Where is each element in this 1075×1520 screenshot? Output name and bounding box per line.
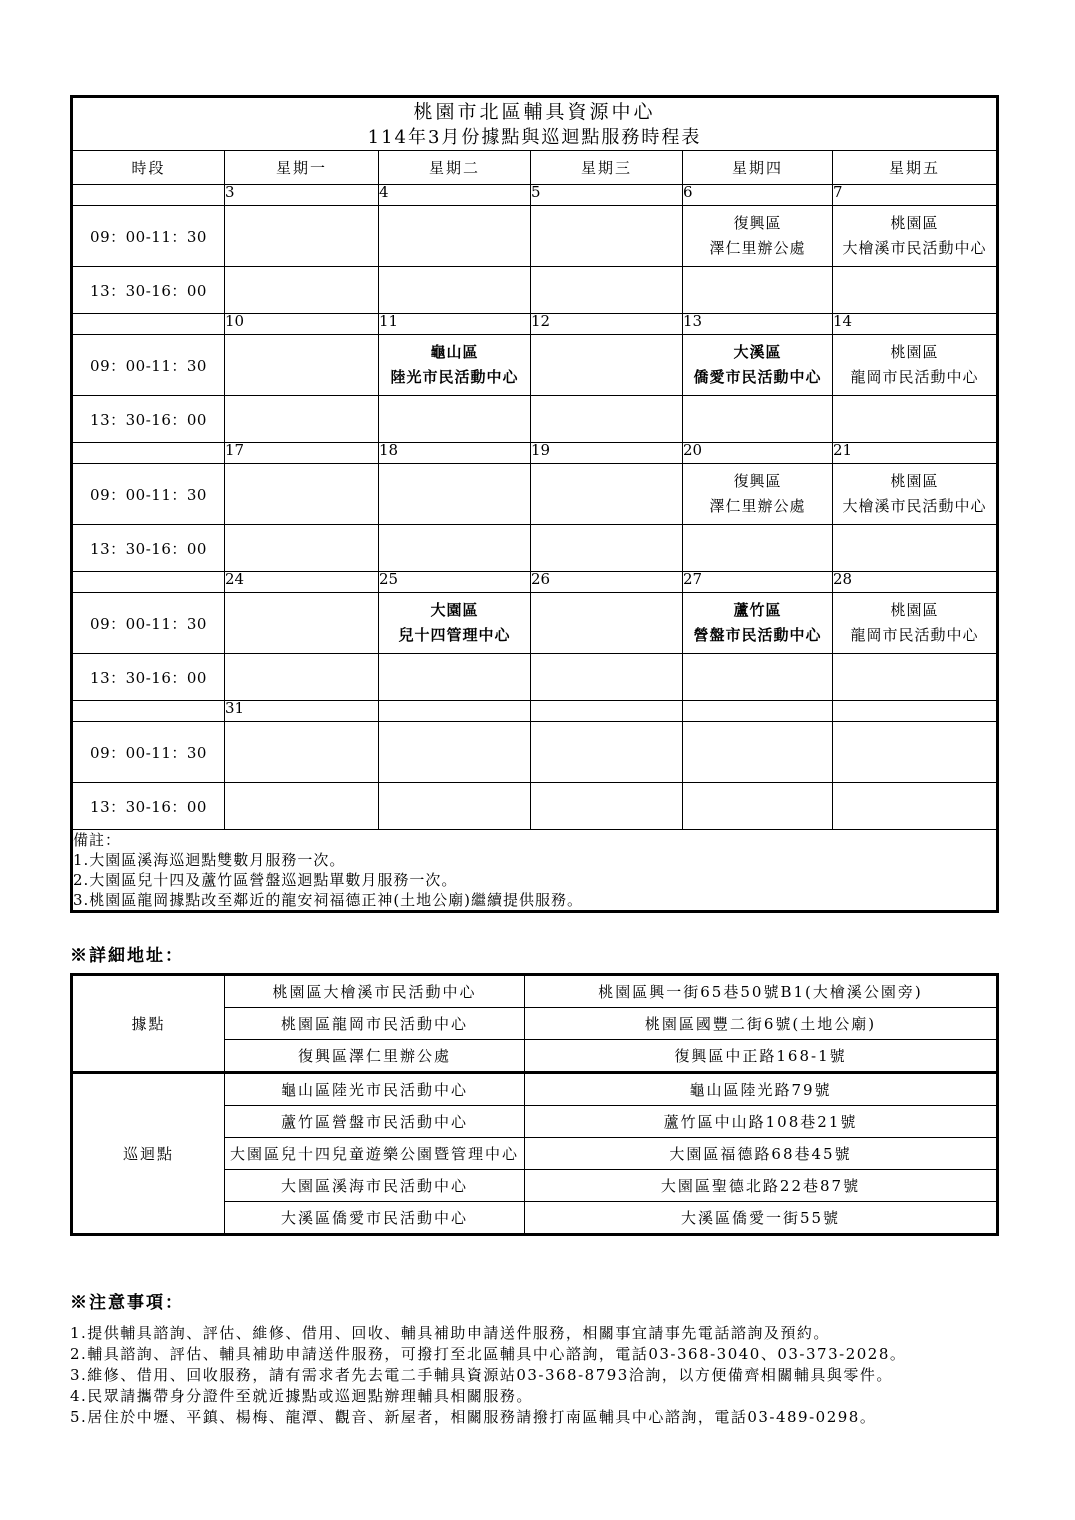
event-line: 復興區 [733,214,782,232]
afternoon-row [72,267,998,314]
event-line: 澤仁里辦公處 [709,239,806,257]
site-name: 復興區澤仁里辦公處 [225,1040,525,1073]
date-cell: 4 [379,185,531,206]
notice-item: 5.居住於中壢、平鎮、楊梅、龍潭、觀音、新屋者，相關服務請撥打南區輔具中心諮詢，電話03-489-0298。 [70,1408,877,1426]
time-slot-label: 09：00-11：30 [72,206,225,267]
event-cell [379,593,531,654]
address-section-label: ※詳細地址： [70,946,184,966]
afternoon-row [72,654,998,701]
site-name: 大園區溪海市民活動中心 [225,1170,525,1202]
empty-cell [379,396,531,443]
date-cell: 17 [225,443,379,464]
site-address: 桃園區興一街65巷50號B1(大檜溪公園旁) [525,975,998,1008]
event-cell [683,206,833,267]
col-header-day: 星期五 [833,151,998,185]
empty-cell [531,464,683,525]
date-cell: 6 [683,185,833,206]
event-line: 桃園區 [890,343,939,361]
remark-item: 1.大園區溪海巡迴點雙數月服務一次。 [73,851,346,869]
event-line: 大檜溪市民活動中心 [842,497,987,515]
event-line: 龜山區 [430,343,479,361]
empty-cell [833,396,998,443]
site-address: 龜山區陸光路79號 [525,1073,998,1106]
date-cell: 20 [683,443,833,464]
afternoon-row [72,396,998,443]
event-line: 復興區 [733,472,782,490]
empty-cell [683,525,833,572]
date-row [72,314,998,335]
empty-cell [379,654,531,701]
time-slot-label: 13：30-16：00 [72,396,225,443]
title-row [72,97,998,151]
empty-cell [531,267,683,314]
notice-item: 1.提供輔具諮詢、評估、維修、借用、回收、輔具補助申請送件服務，相關事宜請事先電話諮詢及預約。 [70,1324,830,1342]
remarks-cell [72,830,998,912]
notice-item: 3.維修、借用、回收服務，請有需求者先去電二手輔具資源站03-368-8793洽詢，以方便備齊相關輔具與零件。 [70,1366,893,1384]
site-name: 桃園區大檜溪市民活動中心 [225,975,525,1008]
event-cell [379,335,531,396]
time-slot-label: 09：00-11：30 [72,464,225,525]
site-name: 大溪區僑愛市民活動中心 [225,1202,525,1235]
empty-cell [531,206,683,267]
empty-cell [225,396,379,443]
event-cell [833,206,998,267]
event-cell [833,335,998,396]
empty-cell [225,722,379,783]
empty-cell [225,335,379,396]
empty-cell [531,593,683,654]
date-row-time-cell [72,443,225,464]
empty-cell [833,525,998,572]
morning-row [72,464,998,525]
site-address: 大溪區僑愛一街55號 [525,1202,998,1235]
empty-cell [683,267,833,314]
address-group-label: 據點 [72,975,225,1073]
morning-row [72,206,998,267]
col-header-day: 星期一 [225,151,379,185]
event-line: 陸光市民活動中心 [390,368,519,386]
date-cell: 11 [379,314,531,335]
morning-row [72,593,998,654]
empty-cell [379,267,531,314]
date-row-time-cell [72,185,225,206]
empty-cell [379,206,531,267]
date-cell: 3 [225,185,379,206]
empty-cell [683,722,833,783]
event-cell [833,593,998,654]
empty-cell [683,783,833,830]
empty-cell [833,267,998,314]
date-row [72,572,998,593]
empty-cell [531,654,683,701]
empty-cell [683,654,833,701]
event-line: 澤仁里辦公處 [709,497,806,515]
site-name: 桃園區龍岡市民活動中心 [225,1008,525,1040]
date-cell [531,701,683,722]
empty-cell [833,783,998,830]
date-row [72,443,998,464]
empty-cell [225,783,379,830]
address-group-label: 巡迴點 [72,1073,225,1235]
event-line: 龍岡市民活動中心 [850,368,979,386]
empty-cell [379,783,531,830]
event-line: 營盤市民活動中心 [693,626,822,644]
col-header-day: 星期二 [379,151,531,185]
event-line: 龍岡市民活動中心 [850,626,979,644]
col-header-day: 星期三 [531,151,683,185]
date-cell: 19 [531,443,683,464]
date-cell: 24 [225,572,379,593]
date-cell [833,701,998,722]
date-cell: 7 [833,185,998,206]
empty-cell [531,396,683,443]
event-line: 桃園區 [890,214,939,232]
col-header-time: 時段 [72,151,225,185]
notice-item: 2.輔具諮詢、評估、輔具補助申請送件服務，可撥打至北區輔具中心諮詢，電話03-368-3040、03-373-2028。 [70,1345,907,1363]
morning-row [72,722,998,783]
time-slot-label: 13：30-16：00 [72,267,225,314]
event-line: 桃園區 [890,472,939,490]
afternoon-row [72,525,998,572]
empty-cell [531,783,683,830]
date-row-time-cell [72,314,225,335]
time-slot-label: 09：00-11：30 [72,593,225,654]
date-row-time-cell [72,701,225,722]
site-name: 大園區兒十四兒童遊樂公園暨管理中心 [225,1138,525,1170]
empty-cell [683,396,833,443]
notice-item: 4.民眾請攜帶身分證件至就近據點或巡迴點辦理輔具相關服務。 [70,1387,533,1405]
empty-cell [225,267,379,314]
date-cell: 13 [683,314,833,335]
remark-item: 3.桃園區龍岡據點改至鄰近的龍安祠福德正神(土地公廟)繼續提供服務。 [73,891,584,909]
event-line: 大園區 [430,601,479,619]
date-row-time-cell [72,572,225,593]
col-header-day: 星期四 [683,151,833,185]
event-line: 大溪區 [733,343,782,361]
remark-item: 2.大園區兒十四及蘆竹區營盤巡迴點單數月服務一次。 [73,871,458,889]
empty-cell [225,206,379,267]
weekday-header-row [72,151,998,185]
event-line: 僑愛市民活動中心 [693,368,822,386]
date-row [72,185,998,206]
address-row [72,975,998,1008]
page-subtitle: 114年3月份據點與巡迴點服務時程表 [367,126,702,148]
empty-cell [379,722,531,783]
empty-cell [225,464,379,525]
afternoon-row [72,783,998,830]
date-cell: 26 [531,572,683,593]
event-cell [683,335,833,396]
empty-cell [379,525,531,572]
morning-row [72,335,998,396]
time-slot-label: 09：00-11：30 [72,335,225,396]
empty-cell [531,722,683,783]
schedule-table [70,95,999,913]
date-cell: 18 [379,443,531,464]
empty-cell [225,654,379,701]
remarks-row [72,830,998,912]
empty-cell [833,722,998,783]
address-table [70,973,999,1236]
date-cell [683,701,833,722]
empty-cell [833,654,998,701]
site-address: 大園區福德路68巷45號 [525,1138,998,1170]
time-slot-label: 13：30-16：00 [72,525,225,572]
event-line: 蘆竹區 [733,601,782,619]
site-address: 蘆竹區中山路108巷21號 [525,1106,998,1138]
title-cell [72,97,998,151]
page-title: 桃園市北區輔具資源中心 [413,100,656,123]
site-name: 龜山區陸光市民活動中心 [225,1073,525,1106]
notice-section-label: ※注意事項： [70,1293,184,1313]
date-cell: 12 [531,314,683,335]
address-row [72,1073,998,1106]
date-row [72,701,998,722]
date-cell: 5 [531,185,683,206]
event-cell [683,593,833,654]
date-cell: 21 [833,443,998,464]
remarks-label: 備註： [73,831,122,849]
site-address: 復興區中正路168-1號 [525,1040,998,1073]
empty-cell [379,464,531,525]
date-cell: 14 [833,314,998,335]
site-address: 桃園區國豐二街6號(土地公廟) [525,1008,998,1040]
notice-list [70,1323,996,1428]
date-cell: 28 [833,572,998,593]
empty-cell [225,593,379,654]
event-cell [683,464,833,525]
time-slot-label: 09：00-11：30 [72,722,225,783]
site-name: 蘆竹區營盤市民活動中心 [225,1106,525,1138]
event-line: 兒十四管理中心 [398,626,511,644]
event-line: 桃園區 [890,601,939,619]
site-address: 大園區聖德北路22巷87號 [525,1170,998,1202]
empty-cell [225,525,379,572]
event-line: 大檜溪市民活動中心 [842,239,987,257]
empty-cell [531,335,683,396]
event-cell [833,464,998,525]
empty-cell [531,525,683,572]
date-cell: 10 [225,314,379,335]
date-cell [379,701,531,722]
time-slot-label: 13：30-16：00 [72,654,225,701]
date-cell: 25 [379,572,531,593]
date-cell: 31 [225,701,379,722]
time-slot-label: 13：30-16：00 [72,783,225,830]
date-cell: 27 [683,572,833,593]
